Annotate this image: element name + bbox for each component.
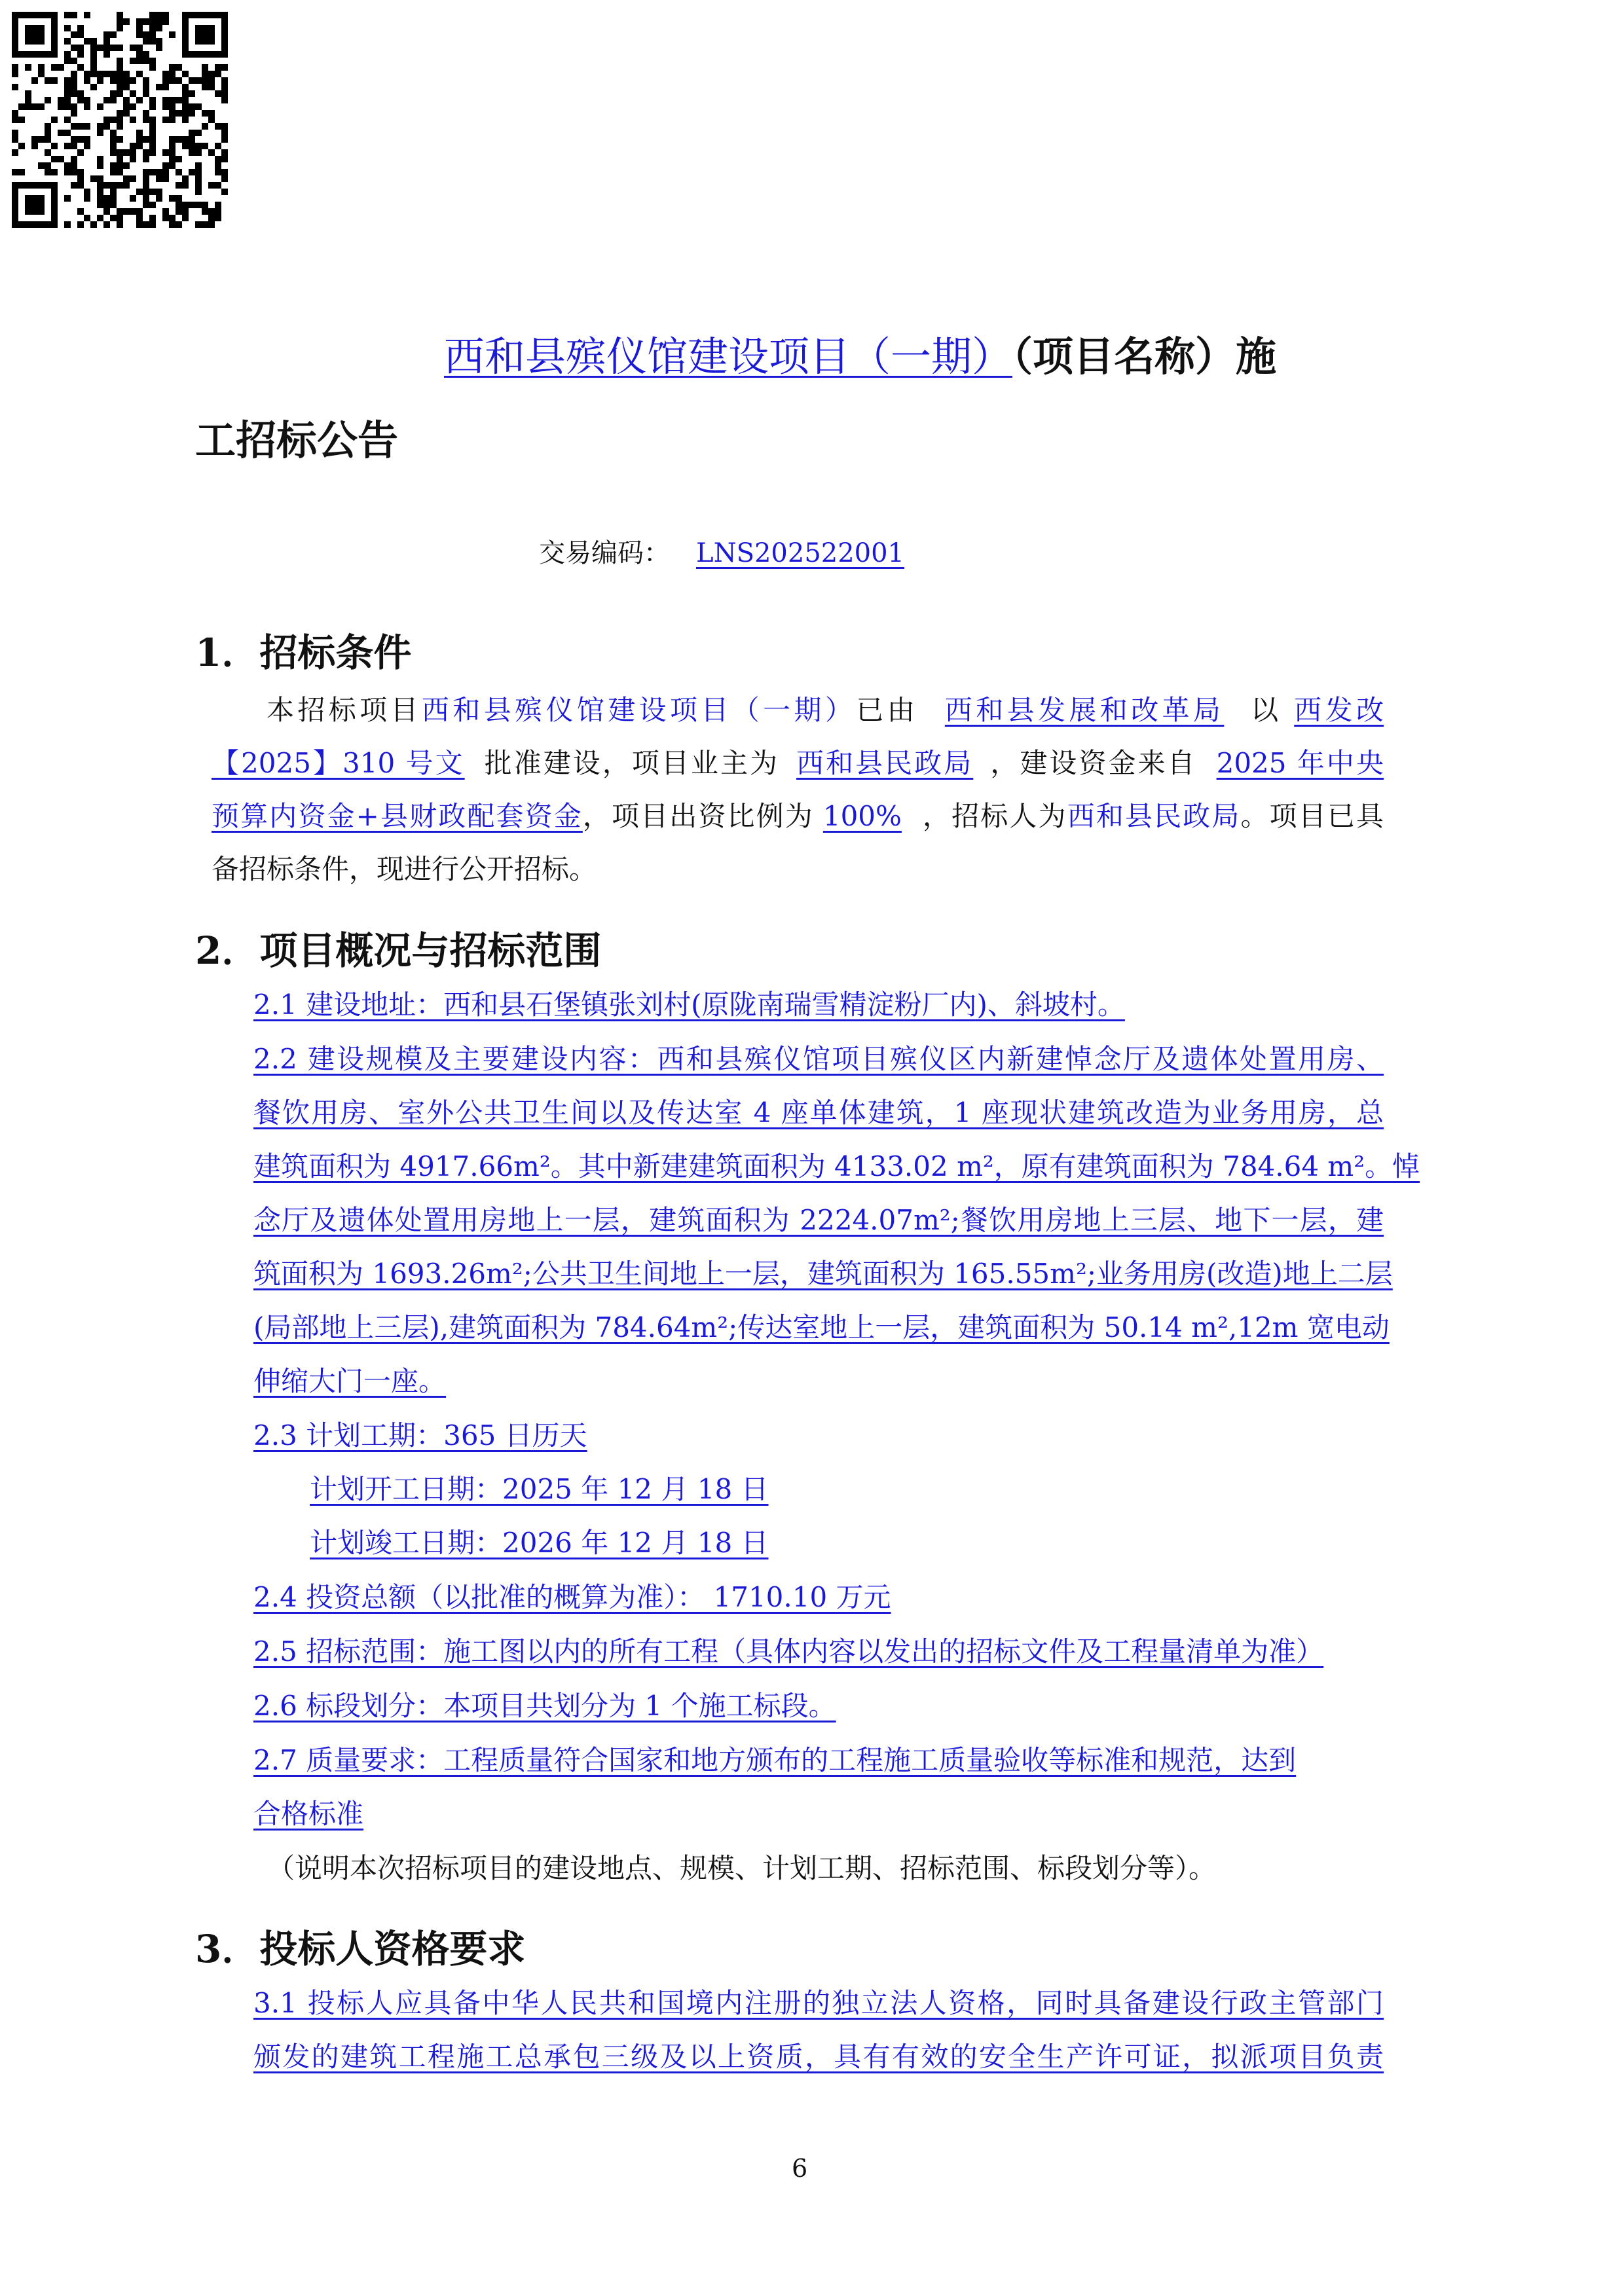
item-2-2-line-4[interactable]: 念厅及遗体处置用房地上一层，建筑面积为 2224.07m²;餐饮用房地上三层、地下一层，建 <box>253 1204 1384 1236</box>
section-1-line-2: 【2025】310 号文 批准建设，项目业主为 西和县民政局 ，建设资金来自 2025 年中央 <box>212 747 1384 779</box>
item-2-2-line-5[interactable]: 筑面积为 1693.26m²;公共卫生间地上一层，建筑面积为 165.55m²;业务用房(改造)地上二层 <box>253 1258 1393 1290</box>
section-1-line-4: 备招标条件，现进行公开招标。 <box>212 853 597 885</box>
page-title-line2: 工招标公告 <box>195 416 399 464</box>
item-2-7-line-2[interactable]: 合格标准 <box>253 1798 364 1830</box>
item-2-2-line-1[interactable]: 2.2 建设规模及主要建设内容：西和县殡仪馆项目殡仪区内新建悼念厅及遗体处置用房、 <box>253 1043 1384 1075</box>
qr-code-icon <box>12 12 228 228</box>
page-title <box>444 327 1276 386</box>
item-2-2-line-6[interactable]: (局部地上三层),建筑面积为 784.64m²;传达室地上一层，建筑面积为 50.14 m²,12m 宽电动 <box>253 1311 1390 1343</box>
item-2-3-start-date[interactable]: 计划开工日期：2025 年 12 月 18 日 <box>310 1473 769 1505</box>
section-1-line-3: 预算内资金+县财政配套资金，项目出资比例为 100% ，招标人为西和县民政局。项目已具 <box>212 800 1384 832</box>
item-2-2-line-3[interactable]: 建筑面积为 4917.66m²。其中新建建筑面积为 4133.02 m²，原有建筑面积为 784.64 m²。悼 <box>253 1150 1420 1182</box>
item-2-3-end-date[interactable]: 计划竣工日期：2026 年 12 月 18 日 <box>310 1527 769 1559</box>
item-2-3[interactable]: 2.3 计划工期：365 日历天 <box>253 1419 587 1451</box>
section-2-note: （说明本次招标项目的建设地点、规模、计划工期、招标范围、标段划分等）。 <box>267 1852 1217 1884</box>
item-2-4[interactable]: 2.4 投资总额（以批准的概算为准）： 1710.10 万元 <box>253 1581 891 1613</box>
item-3-1-line-2[interactable]: 颁发的建筑工程施工总承包三级及以上资质，具有有效的安全生产许可证，拟派项目负责 <box>253 2041 1384 2073</box>
transaction-code <box>539 534 944 573</box>
item-2-6[interactable]: 2.6 标段划分：本项目共划分为 1 个施工标段。 <box>253 1690 836 1722</box>
item-2-2-line-7[interactable]: 伸缩大门一座。 <box>253 1365 447 1397</box>
title-suffix: （项目名称）施 <box>1012 333 1277 380</box>
transaction-code-value[interactable]: LNS202522001 <box>696 538 905 568</box>
section-1-line-1: 本招标项目西和县殡仪馆建设项目（一期）已由 西和县发展和改革局 以 西发改 <box>267 694 1384 726</box>
section-3-heading: 3．投标人资格要求 <box>195 1927 526 1971</box>
section-1-heading: 1．招标条件 <box>195 630 412 675</box>
item-2-5[interactable]: 2.5 招标范围：施工图以内的所有工程（具体内容以发出的招标文件及工程量清单为准） <box>253 1635 1324 1667</box>
transaction-code-label: 交易编码： <box>539 538 670 568</box>
item-2-1[interactable]: 2.1 建设地址：西和县石堡镇张刘村(原陇南瑞雪精淀粉厂内)、斜坡村。 <box>253 989 1125 1021</box>
item-2-2-line-2[interactable]: 餐饮用房、室外公共卫生间以及传达室 4 座单体建筑，1 座现状建筑改造为业务用房，总 <box>253 1097 1384 1129</box>
item-2-7-line-1[interactable]: 2.7 质量要求：工程质量符合国家和地方颁布的工程施工质量验收等标准和规范，达到 <box>253 1744 1297 1776</box>
title-project-name[interactable]: 西和县殡仪馆建设项目（一期） <box>444 333 1013 380</box>
page-number: 6 <box>792 2154 808 2183</box>
item-3-1-line-1[interactable]: 3.1 投标人应具备中华人民共和国境内注册的独立法人资格，同时具备建设行政主管部门 <box>253 1987 1384 2019</box>
section-2-heading: 2．项目概况与招标范围 <box>195 928 602 973</box>
